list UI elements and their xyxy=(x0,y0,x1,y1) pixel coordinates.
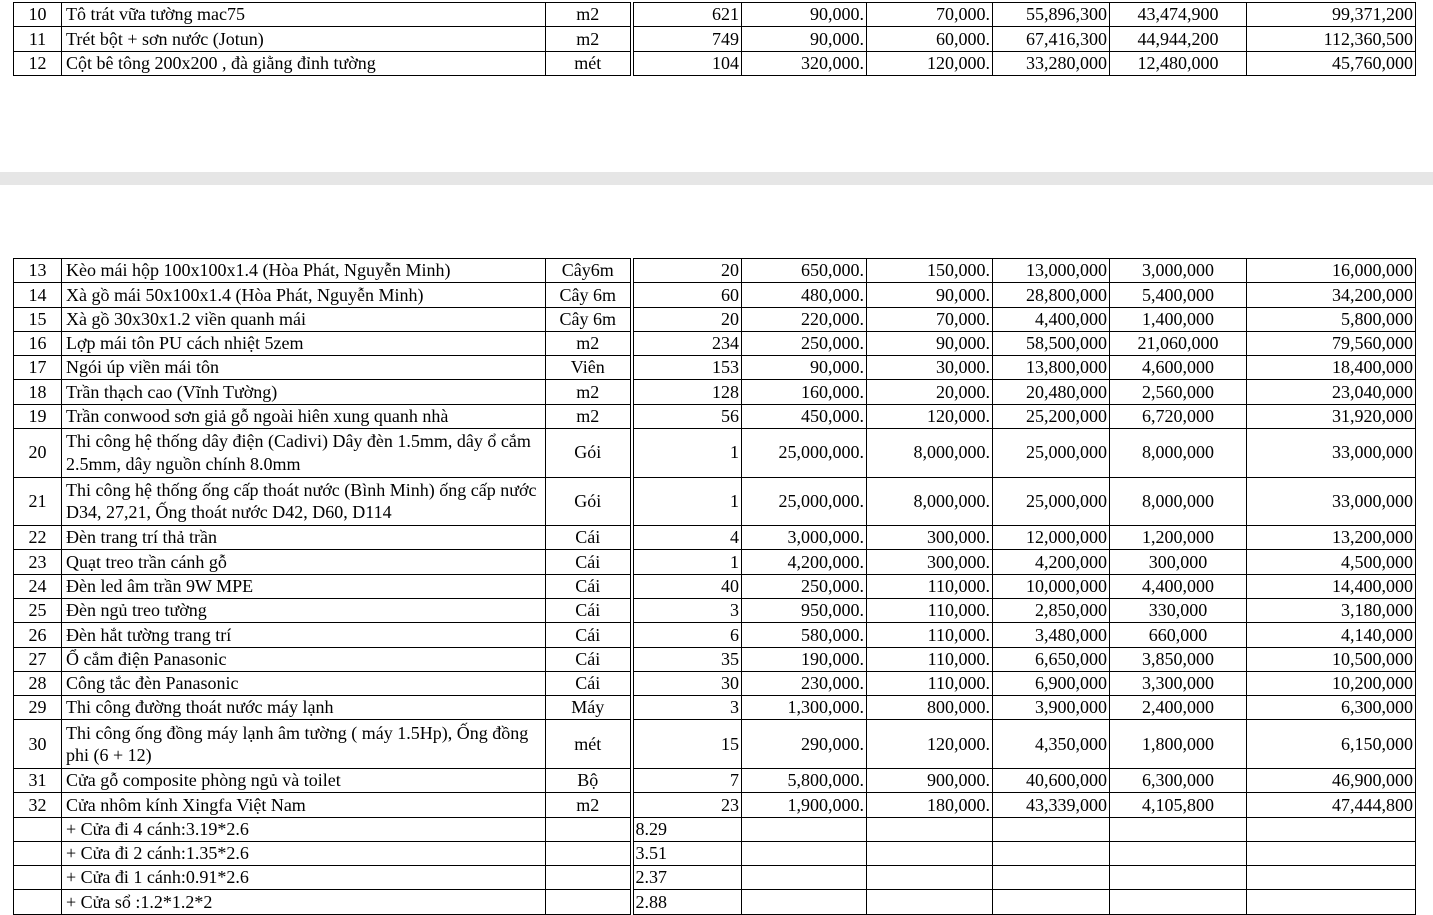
cell-grand-total[interactable]: 10,200,000 xyxy=(1247,671,1416,695)
cell-labor-unit-price[interactable]: 90,000. xyxy=(867,331,993,355)
cell-item-name[interactable]: Thi công đường thoát nước máy lạnh xyxy=(62,696,546,720)
cell-item-name[interactable]: Xà gồ mái 50x100x1.4 (Hòa Phát, Nguyễn Minh) xyxy=(62,283,546,307)
cell-labor-unit-price[interactable]: 110,000. xyxy=(867,598,993,622)
table-row xyxy=(14,526,1416,550)
cell-grand-total[interactable]: 13,200,000 xyxy=(1247,526,1416,550)
cell-labor-unit-price[interactable]: 30,000. xyxy=(867,356,993,380)
cell-material-unit-price[interactable]: 250,000. xyxy=(742,331,867,355)
cell-quantity[interactable]: 749 xyxy=(632,27,742,51)
cell-quantity[interactable]: 153 xyxy=(632,356,742,380)
table-subrow xyxy=(14,841,1416,865)
cell-empty[interactable] xyxy=(1247,866,1416,890)
cell-material-total[interactable]: 25,000,000 xyxy=(993,477,1110,526)
cell-grand-total[interactable]: 14,400,000 xyxy=(1247,574,1416,598)
cell-grand-total[interactable]: 79,560,000 xyxy=(1247,331,1416,355)
cell-material-total[interactable]: 4,350,000 xyxy=(993,720,1110,769)
cell-empty[interactable] xyxy=(14,817,62,841)
cell-grand-total[interactable]: 47,444,800 xyxy=(1247,793,1416,817)
cell-labor-total[interactable]: 5,400,000 xyxy=(1110,283,1247,307)
table-row xyxy=(14,429,1416,478)
cell-item-name[interactable]: Đèn hắt tường trang trí xyxy=(62,623,546,647)
cell-labor-unit-price[interactable]: 70,000. xyxy=(867,3,993,27)
cell-unit[interactable]: Cái xyxy=(546,550,632,574)
cell-labor-unit-price[interactable]: 150,000. xyxy=(867,259,993,283)
cell-stt[interactable]: 17 xyxy=(14,356,62,380)
cell-material-unit-price[interactable]: 90,000. xyxy=(742,3,867,27)
cell-stt[interactable]: 18 xyxy=(14,380,62,404)
cell-empty[interactable] xyxy=(1247,817,1416,841)
cell-quantity[interactable]: 128 xyxy=(632,380,742,404)
cell-labor-unit-price[interactable]: 70,000. xyxy=(867,307,993,331)
cell-item-name[interactable]: Quạt treo trần cánh gỗ xyxy=(62,550,546,574)
cell-quantity[interactable]: 234 xyxy=(632,331,742,355)
cell-quantity[interactable]: 3 xyxy=(632,598,742,622)
cell-empty[interactable] xyxy=(1247,841,1416,865)
cell-unit[interactable]: m2 xyxy=(546,3,632,27)
cell-item-name[interactable]: Tô trát vữa tường mac75 xyxy=(62,3,546,27)
cell-empty[interactable] xyxy=(546,890,632,914)
cell-quantity[interactable]: 60 xyxy=(632,283,742,307)
cell-unit[interactable]: Cái xyxy=(546,671,632,695)
cell-grand-total[interactable]: 4,140,000 xyxy=(1247,623,1416,647)
cell-labor-total[interactable]: 44,944,200 xyxy=(1110,27,1247,51)
table-row xyxy=(14,671,1416,695)
cell-item-name[interactable]: Cột bê tông 200x200 , đà giằng đỉnh tường xyxy=(62,51,546,75)
table-row xyxy=(14,27,1416,51)
cell-stt[interactable]: 32 xyxy=(14,793,62,817)
cell-stt[interactable]: 13 xyxy=(14,259,62,283)
cell-material-total[interactable]: 6,650,000 xyxy=(993,647,1110,671)
cell-material-total[interactable]: 58,500,000 xyxy=(993,331,1110,355)
cell-empty[interactable] xyxy=(993,866,1110,890)
cell-stt[interactable]: 20 xyxy=(14,429,62,478)
table-row xyxy=(14,574,1416,598)
cell-grand-total[interactable]: 3,180,000 xyxy=(1247,598,1416,622)
cell-labor-unit-price[interactable]: 120,000. xyxy=(867,720,993,769)
cell-empty[interactable] xyxy=(742,817,867,841)
cell-material-total[interactable]: 25,200,000 xyxy=(993,404,1110,428)
cell-labor-total[interactable]: 300,000 xyxy=(1110,550,1247,574)
cell-stt[interactable]: 15 xyxy=(14,307,62,331)
cell-empty[interactable] xyxy=(993,841,1110,865)
cell-grand-total[interactable]: 46,900,000 xyxy=(1247,768,1416,792)
cell-item-name[interactable]: Ổ cắm điện Panasonic xyxy=(62,647,546,671)
cell-material-unit-price[interactable]: 90,000. xyxy=(742,356,867,380)
table-row xyxy=(14,283,1416,307)
table-row xyxy=(14,720,1416,769)
cell-unit[interactable]: Gói xyxy=(546,429,632,478)
cell-material-unit-price[interactable]: 1,300,000. xyxy=(742,696,867,720)
cell-material-total[interactable]: 67,416,300 xyxy=(993,27,1110,51)
cell-labor-total[interactable]: 330,000 xyxy=(1110,598,1247,622)
cell-quantity[interactable]: 3 xyxy=(632,696,742,720)
cell-unit[interactable]: m2 xyxy=(546,331,632,355)
cell-labor-unit-price[interactable]: 60,000. xyxy=(867,27,993,51)
cell-labor-unit-price[interactable]: 20,000. xyxy=(867,380,993,404)
cell-stt[interactable]: 24 xyxy=(14,574,62,598)
cell-quantity[interactable]: 1 xyxy=(632,477,742,526)
table-row xyxy=(14,623,1416,647)
cell-material-unit-price[interactable]: 3,000,000. xyxy=(742,526,867,550)
cell-material-total[interactable]: 13,800,000 xyxy=(993,356,1110,380)
cell-quantity[interactable]: 30 xyxy=(632,671,742,695)
cell-grand-total[interactable]: 6,300,000 xyxy=(1247,696,1416,720)
cell-material-unit-price[interactable]: 250,000. xyxy=(742,574,867,598)
cell-material-total[interactable]: 25,000,000 xyxy=(993,429,1110,478)
cell-unit[interactable]: mét xyxy=(546,51,632,75)
cell-material-unit-price[interactable]: 4,200,000. xyxy=(742,550,867,574)
cell-unit[interactable]: m2 xyxy=(546,793,632,817)
cell-labor-total[interactable]: 6,720,000 xyxy=(1110,404,1247,428)
cell-labor-total[interactable]: 3,000,000 xyxy=(1110,259,1247,283)
cell-unit[interactable]: Cái xyxy=(546,526,632,550)
cell-labor-total[interactable]: 1,400,000 xyxy=(1110,307,1247,331)
cell-labor-total[interactable]: 6,300,000 xyxy=(1110,768,1247,792)
cell-labor-total[interactable]: 660,000 xyxy=(1110,623,1247,647)
cell-empty[interactable] xyxy=(742,890,867,914)
cell-labor-total[interactable]: 8,000,000 xyxy=(1110,477,1247,526)
cell-unit[interactable]: m2 xyxy=(546,404,632,428)
cell-subitem-name[interactable]: + Cửa đi 1 cánh:0.91*2.6 xyxy=(62,866,546,890)
cell-material-unit-price[interactable]: 25,000,000. xyxy=(742,477,867,526)
table-subrow xyxy=(14,866,1416,890)
cell-empty[interactable] xyxy=(14,841,62,865)
cell-material-unit-price[interactable]: 5,800,000. xyxy=(742,768,867,792)
cell-empty[interactable] xyxy=(867,890,993,914)
cost-table-top xyxy=(13,2,1416,76)
cell-empty[interactable] xyxy=(1110,817,1247,841)
cell-unit[interactable]: Cái xyxy=(546,647,632,671)
cell-labor-unit-price[interactable]: 120,000. xyxy=(867,404,993,428)
cell-item-name[interactable]: Cửa nhôm kính Xingfa Việt Nam xyxy=(62,793,546,817)
cell-empty[interactable] xyxy=(867,866,993,890)
cell-grand-total[interactable]: 99,371,200 xyxy=(1247,3,1416,27)
cell-item-name[interactable]: Đèn ngủ treo tường xyxy=(62,598,546,622)
cell-material-total[interactable]: 20,480,000 xyxy=(993,380,1110,404)
cell-empty[interactable] xyxy=(993,817,1110,841)
cell-grand-total[interactable]: 33,000,000 xyxy=(1247,477,1416,526)
cell-empty[interactable] xyxy=(1110,841,1247,865)
cell-labor-total[interactable]: 2,560,000 xyxy=(1110,380,1247,404)
table-row xyxy=(14,3,1416,27)
cell-material-unit-price[interactable]: 90,000. xyxy=(742,27,867,51)
cost-table-main xyxy=(13,258,1416,915)
cell-labor-total[interactable]: 4,400,000 xyxy=(1110,574,1247,598)
table-row xyxy=(14,356,1416,380)
cell-quantity[interactable]: 1 xyxy=(632,429,742,478)
cell-item-name[interactable]: Đèn trang trí thả trần xyxy=(62,526,546,550)
cell-subitem-name[interactable]: + Cửa đi 2 cánh:1.35*2.6 xyxy=(62,841,546,865)
cell-quantity[interactable]: 56 xyxy=(632,404,742,428)
cell-empty[interactable] xyxy=(993,890,1110,914)
cell-item-name[interactable]: Đèn led âm trần 9W MPE xyxy=(62,574,546,598)
cell-item-name[interactable]: Kèo mái hộp 100x100x1.4 (Hòa Phát, Nguyễn Minh) xyxy=(62,259,546,283)
cell-grand-total[interactable]: 10,500,000 xyxy=(1247,647,1416,671)
cell-item-name[interactable]: Thi công ống đồng máy lạnh âm tường ( máy 1.5Hp), Ống đồng phi (6 + 12) xyxy=(62,720,546,769)
cell-material-total[interactable]: 3,480,000 xyxy=(993,623,1110,647)
cell-grand-total[interactable]: 31,920,000 xyxy=(1247,404,1416,428)
cell-unit[interactable]: Viên xyxy=(546,356,632,380)
cell-quantity[interactable]: 23 xyxy=(632,793,742,817)
cell-unit[interactable]: Cái xyxy=(546,623,632,647)
cell-subitem-name[interactable]: + Cửa đi 4 cánh:3.19*2.6 xyxy=(62,817,546,841)
cell-labor-unit-price[interactable]: 110,000. xyxy=(867,574,993,598)
cell-empty[interactable] xyxy=(867,817,993,841)
table-row xyxy=(14,477,1416,526)
cell-material-unit-price[interactable]: 580,000. xyxy=(742,623,867,647)
cell-grand-total[interactable]: 45,760,000 xyxy=(1247,51,1416,75)
cell-stt[interactable]: 27 xyxy=(14,647,62,671)
table-row xyxy=(14,598,1416,622)
cell-labor-total[interactable]: 3,300,000 xyxy=(1110,671,1247,695)
cell-material-total[interactable]: 33,280,000 xyxy=(993,51,1110,75)
cell-empty[interactable] xyxy=(1110,890,1247,914)
cell-labor-total[interactable]: 43,474,900 xyxy=(1110,3,1247,27)
cell-labor-unit-price[interactable]: 300,000. xyxy=(867,550,993,574)
cell-labor-unit-price[interactable]: 900,000. xyxy=(867,768,993,792)
cell-grand-total[interactable]: 6,150,000 xyxy=(1247,720,1416,769)
cell-material-unit-price[interactable]: 480,000. xyxy=(742,283,867,307)
cell-subitem-quantity[interactable]: 2.37 xyxy=(632,866,742,890)
cell-stt[interactable]: 29 xyxy=(14,696,62,720)
cell-material-unit-price[interactable]: 650,000. xyxy=(742,259,867,283)
cell-grand-total[interactable]: 18,400,000 xyxy=(1247,356,1416,380)
cell-unit[interactable]: Cái xyxy=(546,574,632,598)
cell-material-total[interactable]: 55,896,300 xyxy=(993,3,1110,27)
cell-grand-total[interactable]: 4,500,000 xyxy=(1247,550,1416,574)
cell-subitem-name[interactable]: + Cửa sổ :1.2*1.2*2 xyxy=(62,890,546,914)
cell-stt[interactable]: 21 xyxy=(14,477,62,526)
cell-labor-total[interactable]: 2,400,000 xyxy=(1110,696,1247,720)
cell-labor-total[interactable]: 8,000,000 xyxy=(1110,429,1247,478)
cell-unit[interactable]: Máy xyxy=(546,696,632,720)
cell-material-total[interactable]: 4,200,000 xyxy=(993,550,1110,574)
cell-labor-unit-price[interactable]: 110,000. xyxy=(867,671,993,695)
cell-unit[interactable]: m2 xyxy=(546,380,632,404)
cell-item-name[interactable]: Thi công hệ thống dây điện (Cadivi) Dây đèn 1.5mm, dây ổ cắm 2.5mm, dây nguồn chính 8.0mm xyxy=(62,429,546,478)
table-row xyxy=(14,696,1416,720)
cell-grand-total[interactable]: 33,000,000 xyxy=(1247,429,1416,478)
table-row xyxy=(14,51,1416,75)
cell-stt[interactable]: 11 xyxy=(14,27,62,51)
cell-empty[interactable] xyxy=(1247,890,1416,914)
cell-empty[interactable] xyxy=(546,866,632,890)
cell-item-name[interactable]: Ngói úp viền mái tôn xyxy=(62,356,546,380)
cell-item-name[interactable]: Trần thạch cao (Vĩnh Tường) xyxy=(62,380,546,404)
cell-empty[interactable] xyxy=(546,817,632,841)
cell-labor-total[interactable]: 4,105,800 xyxy=(1110,793,1247,817)
table-row xyxy=(14,307,1416,331)
table-row xyxy=(14,380,1416,404)
cell-labor-unit-price[interactable]: 300,000. xyxy=(867,526,993,550)
cell-labor-total[interactable]: 21,060,000 xyxy=(1110,331,1247,355)
cell-stt[interactable]: 28 xyxy=(14,671,62,695)
cell-item-name[interactable]: Công tắc đèn Panasonic xyxy=(62,671,546,695)
table-row xyxy=(14,793,1416,817)
cell-unit[interactable]: Cây6m xyxy=(546,259,632,283)
cell-item-name[interactable]: Cửa gỗ composite phòng ngủ và toilet xyxy=(62,768,546,792)
cell-material-unit-price[interactable]: 1,900,000. xyxy=(742,793,867,817)
cell-labor-unit-price[interactable]: 120,000. xyxy=(867,51,993,75)
table-subrow xyxy=(14,817,1416,841)
cell-material-total[interactable]: 40,600,000 xyxy=(993,768,1110,792)
cell-empty[interactable] xyxy=(742,841,867,865)
table-row xyxy=(14,647,1416,671)
cell-quantity[interactable]: 6 xyxy=(632,623,742,647)
cell-empty[interactable] xyxy=(546,841,632,865)
cell-quantity[interactable]: 1 xyxy=(632,550,742,574)
cell-quantity[interactable]: 4 xyxy=(632,526,742,550)
cell-empty[interactable] xyxy=(867,841,993,865)
cell-empty[interactable] xyxy=(14,866,62,890)
cell-labor-unit-price[interactable]: 110,000. xyxy=(867,647,993,671)
table-row xyxy=(14,404,1416,428)
cell-empty[interactable] xyxy=(14,890,62,914)
cell-material-unit-price[interactable]: 320,000. xyxy=(742,51,867,75)
cell-unit[interactable]: Bộ xyxy=(546,768,632,792)
cell-labor-total[interactable]: 4,600,000 xyxy=(1110,356,1247,380)
cell-stt[interactable]: 19 xyxy=(14,404,62,428)
cell-stt[interactable]: 10 xyxy=(14,3,62,27)
cell-material-total[interactable]: 28,800,000 xyxy=(993,283,1110,307)
cell-stt[interactable]: 31 xyxy=(14,768,62,792)
cell-subitem-quantity[interactable]: 8.29 xyxy=(632,817,742,841)
cell-unit[interactable]: mét xyxy=(546,720,632,769)
cell-quantity[interactable]: 7 xyxy=(632,768,742,792)
table-row xyxy=(14,331,1416,355)
cell-labor-total[interactable]: 1,800,000 xyxy=(1110,720,1247,769)
cell-empty[interactable] xyxy=(1110,866,1247,890)
table-row xyxy=(14,768,1416,792)
cell-material-total[interactable]: 4,400,000 xyxy=(993,307,1110,331)
cell-item-name[interactable]: Thi công hệ thống ống cấp thoát nước (Bình Minh) ống cấp nước D34, 27,21, Ống thoát nước D42, D60, D114 xyxy=(62,477,546,526)
cell-grand-total[interactable]: 5,800,000 xyxy=(1247,307,1416,331)
sheet-scroll-separator xyxy=(0,172,1433,185)
cell-material-unit-price[interactable]: 25,000,000. xyxy=(742,429,867,478)
cell-stt[interactable]: 25 xyxy=(14,598,62,622)
cell-quantity[interactable]: 104 xyxy=(632,51,742,75)
cell-quantity[interactable]: 35 xyxy=(632,647,742,671)
cell-subitem-quantity[interactable]: 2.88 xyxy=(632,890,742,914)
cell-labor-unit-price[interactable]: 8,000,000. xyxy=(867,429,993,478)
cell-empty[interactable] xyxy=(742,866,867,890)
cell-stt[interactable]: 23 xyxy=(14,550,62,574)
cell-labor-total[interactable]: 12,480,000 xyxy=(1110,51,1247,75)
cell-grand-total[interactable]: 34,200,000 xyxy=(1247,283,1416,307)
cell-unit[interactable]: Cây 6m xyxy=(546,283,632,307)
cell-material-total[interactable]: 2,850,000 xyxy=(993,598,1110,622)
cell-material-unit-price[interactable]: 190,000. xyxy=(742,647,867,671)
cell-labor-total[interactable]: 3,850,000 xyxy=(1110,647,1247,671)
cell-quantity[interactable]: 20 xyxy=(632,307,742,331)
cell-subitem-quantity[interactable]: 3.51 xyxy=(632,841,742,865)
cell-labor-unit-price[interactable]: 8,000,000. xyxy=(867,477,993,526)
cell-quantity[interactable]: 20 xyxy=(632,259,742,283)
cell-material-unit-price[interactable]: 160,000. xyxy=(742,380,867,404)
cell-stt[interactable]: 12 xyxy=(14,51,62,75)
table-row xyxy=(14,550,1416,574)
cell-stt[interactable]: 14 xyxy=(14,283,62,307)
cell-unit[interactable]: Gói xyxy=(546,477,632,526)
cell-stt[interactable]: 22 xyxy=(14,526,62,550)
cell-unit[interactable]: Cây 6m xyxy=(546,307,632,331)
cell-item-name[interactable]: Xà gồ 30x30x1.2 viền quanh mái xyxy=(62,307,546,331)
cell-quantity[interactable]: 15 xyxy=(632,720,742,769)
cell-material-total[interactable]: 10,000,000 xyxy=(993,574,1110,598)
cell-grand-total[interactable]: 23,040,000 xyxy=(1247,380,1416,404)
cell-item-name[interactable]: Trần conwood sơn giả gỗ ngoài hiên xung quanh nhà xyxy=(62,404,546,428)
cell-material-unit-price[interactable]: 230,000. xyxy=(742,671,867,695)
cell-labor-unit-price[interactable]: 180,000. xyxy=(867,793,993,817)
cell-stt[interactable]: 16 xyxy=(14,331,62,355)
cell-material-total[interactable]: 13,000,000 xyxy=(993,259,1110,283)
cell-item-name[interactable]: Lợp mái tôn PU cách nhiệt 5zem xyxy=(62,331,546,355)
cell-material-unit-price[interactable]: 220,000. xyxy=(742,307,867,331)
cell-material-unit-price[interactable]: 450,000. xyxy=(742,404,867,428)
table-row xyxy=(14,259,1416,283)
cell-labor-unit-price[interactable]: 110,000. xyxy=(867,623,993,647)
cell-quantity[interactable]: 621 xyxy=(632,3,742,27)
cell-material-total[interactable]: 6,900,000 xyxy=(993,671,1110,695)
cell-unit[interactable]: m2 xyxy=(546,27,632,51)
cell-grand-total[interactable]: 16,000,000 xyxy=(1247,259,1416,283)
cell-stt[interactable]: 30 xyxy=(14,720,62,769)
cell-unit[interactable]: Cái xyxy=(546,598,632,622)
cell-material-unit-price[interactable]: 950,000. xyxy=(742,598,867,622)
cell-grand-total[interactable]: 112,360,500 xyxy=(1247,27,1416,51)
cell-labor-unit-price[interactable]: 90,000. xyxy=(867,283,993,307)
cell-item-name[interactable]: Trét bột + sơn nước (Jotun) xyxy=(62,27,546,51)
cell-stt[interactable]: 26 xyxy=(14,623,62,647)
cell-labor-unit-price[interactable]: 800,000. xyxy=(867,696,993,720)
cell-labor-total[interactable]: 1,200,000 xyxy=(1110,526,1247,550)
cell-material-total[interactable]: 43,339,000 xyxy=(993,793,1110,817)
cell-material-total[interactable]: 12,000,000 xyxy=(993,526,1110,550)
cell-material-unit-price[interactable]: 290,000. xyxy=(742,720,867,769)
cell-quantity[interactable]: 40 xyxy=(632,574,742,598)
table-subrow xyxy=(14,890,1416,914)
cell-material-total[interactable]: 3,900,000 xyxy=(993,696,1110,720)
